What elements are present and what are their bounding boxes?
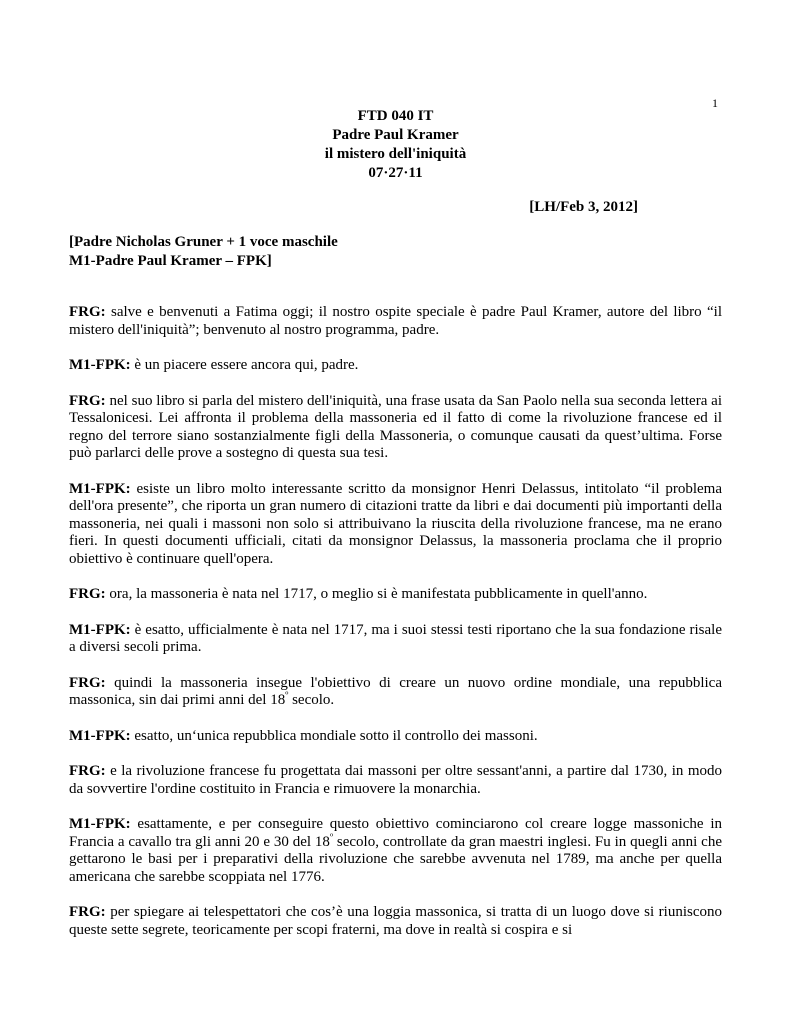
page-number: 1 [712,96,718,110]
speaker-label: FRG: [69,392,106,409]
transcript-paragraph [69,393,722,463]
paragraph-text: salve e benvenuti a Fatima oggi; il nostro ospite speciale è padre Paul Kramer, autore del libro “il mistero dell'iniquità”; benvenuto al nostro programma, padre. [69,304,723,338]
participants-block [69,234,338,271]
speaker-label: M1-FPK: [69,816,131,832]
transcript-paragraph [69,481,722,569]
document-header [0,108,791,184]
speaker-label: M1-FPK: [69,727,131,744]
transcript-paragraph [69,622,722,657]
guest-name: Padre Paul Kramer [332,127,459,143]
paragraph-text: nel suo libro si parla del mistero dell'iniquità, una frase usata da San Paolo nella sua seconda lettera ai Tessalonicesi. Lei affronta il problema della massoneria ed il fatto di come la rivoluzione francese ed il regno del terrore siano sostanzialmente figli della Massoneria, o comunque causati da quest’ultima. Forse può parlarci delle prove a sostegno di questa sua tesi. [69,392,723,461]
speaker-label: M1-FPK: [69,480,131,497]
transcript-paragraph [69,304,722,339]
transcript-paragraph [69,728,722,746]
transcript-paragraph [69,763,722,798]
speaker-label: FRG: [69,763,106,779]
paragraph-text: ora, la massoneria è nata nel 1717, o meglio si è manifestata pubblicamente in quell'anno. [109,586,648,602]
speaker-label: M1-FPK: [69,621,131,638]
document-code: FTD 040 IT [357,108,434,124]
paragraph-text: quindi la massoneria insegue l'obiettivo di creare un nuovo ordine mondiale, una repubblica massonica, sin dai primi anni del 18 [69,674,723,708]
participants-line-2: M1-Padre Paul Kramer – FPK] [69,252,272,269]
speaker-label: FRG: [69,586,106,602]
speaker-label: FRG: [69,304,106,320]
speaker-label: M1-FPK: [69,357,131,373]
transcript-paragraph [69,904,722,939]
transcript-paragraph [69,586,722,604]
speaker-label: FRG: [69,674,106,691]
paragraph-text: per spiegare ai telespettatori che cos’è una loggia massonica, si tratta di un luogo dove si riuniscono queste sette segrete, teoricamente per scopi fraterni, ma dove in realtà si cospira e si [69,904,722,938]
paragraph-text: esattamente, e per conseguire questo obiettivo cominciarono col creare logge massoniche in Francia a cavallo tra gli anni 20 e 30 del 18 [69,816,722,850]
transcript-paragraph [69,675,722,710]
paragraph-text: è un piacere essere ancora qui, padre. [134,357,359,373]
paragraph-text-continued: secolo. [288,692,335,708]
transcript-paragraph [69,816,722,886]
participants-line-1: [Padre Nicholas Gruner + 1 voce maschile [69,234,338,250]
paragraph-text: e la rivoluzione francese fu progettata dai massoni per oltre sessant'anni, a partire dal 1730, in modo da sovvertire l'ordine costituito in Francia e rimuovere la monarchia. [69,763,723,797]
document-date: 07·27·11 [368,165,423,181]
ordinal-superscript: º [285,690,289,701]
paragraph-text: esatto, un‘unica repubblica mondiale sotto il controllo dei massoni. [134,727,538,744]
document-topic: il mistero dell'iniquità [324,146,467,162]
paragraph-text: esiste un libro molto interessante scritto da monsignor Henri Delassus, intitolato “il problema dell'ora presente”, che riporta un gran numero di citazioni tratte da libri e dai documenti più importanti della massoneria, nei quali i massoni non solo si attribuivano la riuscita della rivoluzione francese, ma ne erano fieri. In questi documenti ufficiali, citati da monsignor Delassus, la massoneria proclama che il proprio obiettivo è continuare quell'opera. [69,480,723,567]
transcript-paragraph [69,357,722,375]
transcriber-reference: [LH/Feb 3, 2012] [529,199,638,215]
transcript [69,304,722,957]
paragraph-text: è esatto, ufficialmente è nata nel 1717, ma i suoi stessi testi riportano che la sua fondazione risale a diversi secoli prima. [69,621,722,655]
paragraph-text-continued: secolo, controllate da gran maestri inglesi. Fu in quegli anni che gettarono le basi per i preparativi della rivoluzione che sarebbe avvenuta nel 1789, ma anche per quella americana che sarebbe scoppiata nel 1776. [69,833,722,885]
ordinal-superscript: º [329,831,334,843]
speaker-label: FRG: [69,904,106,920]
